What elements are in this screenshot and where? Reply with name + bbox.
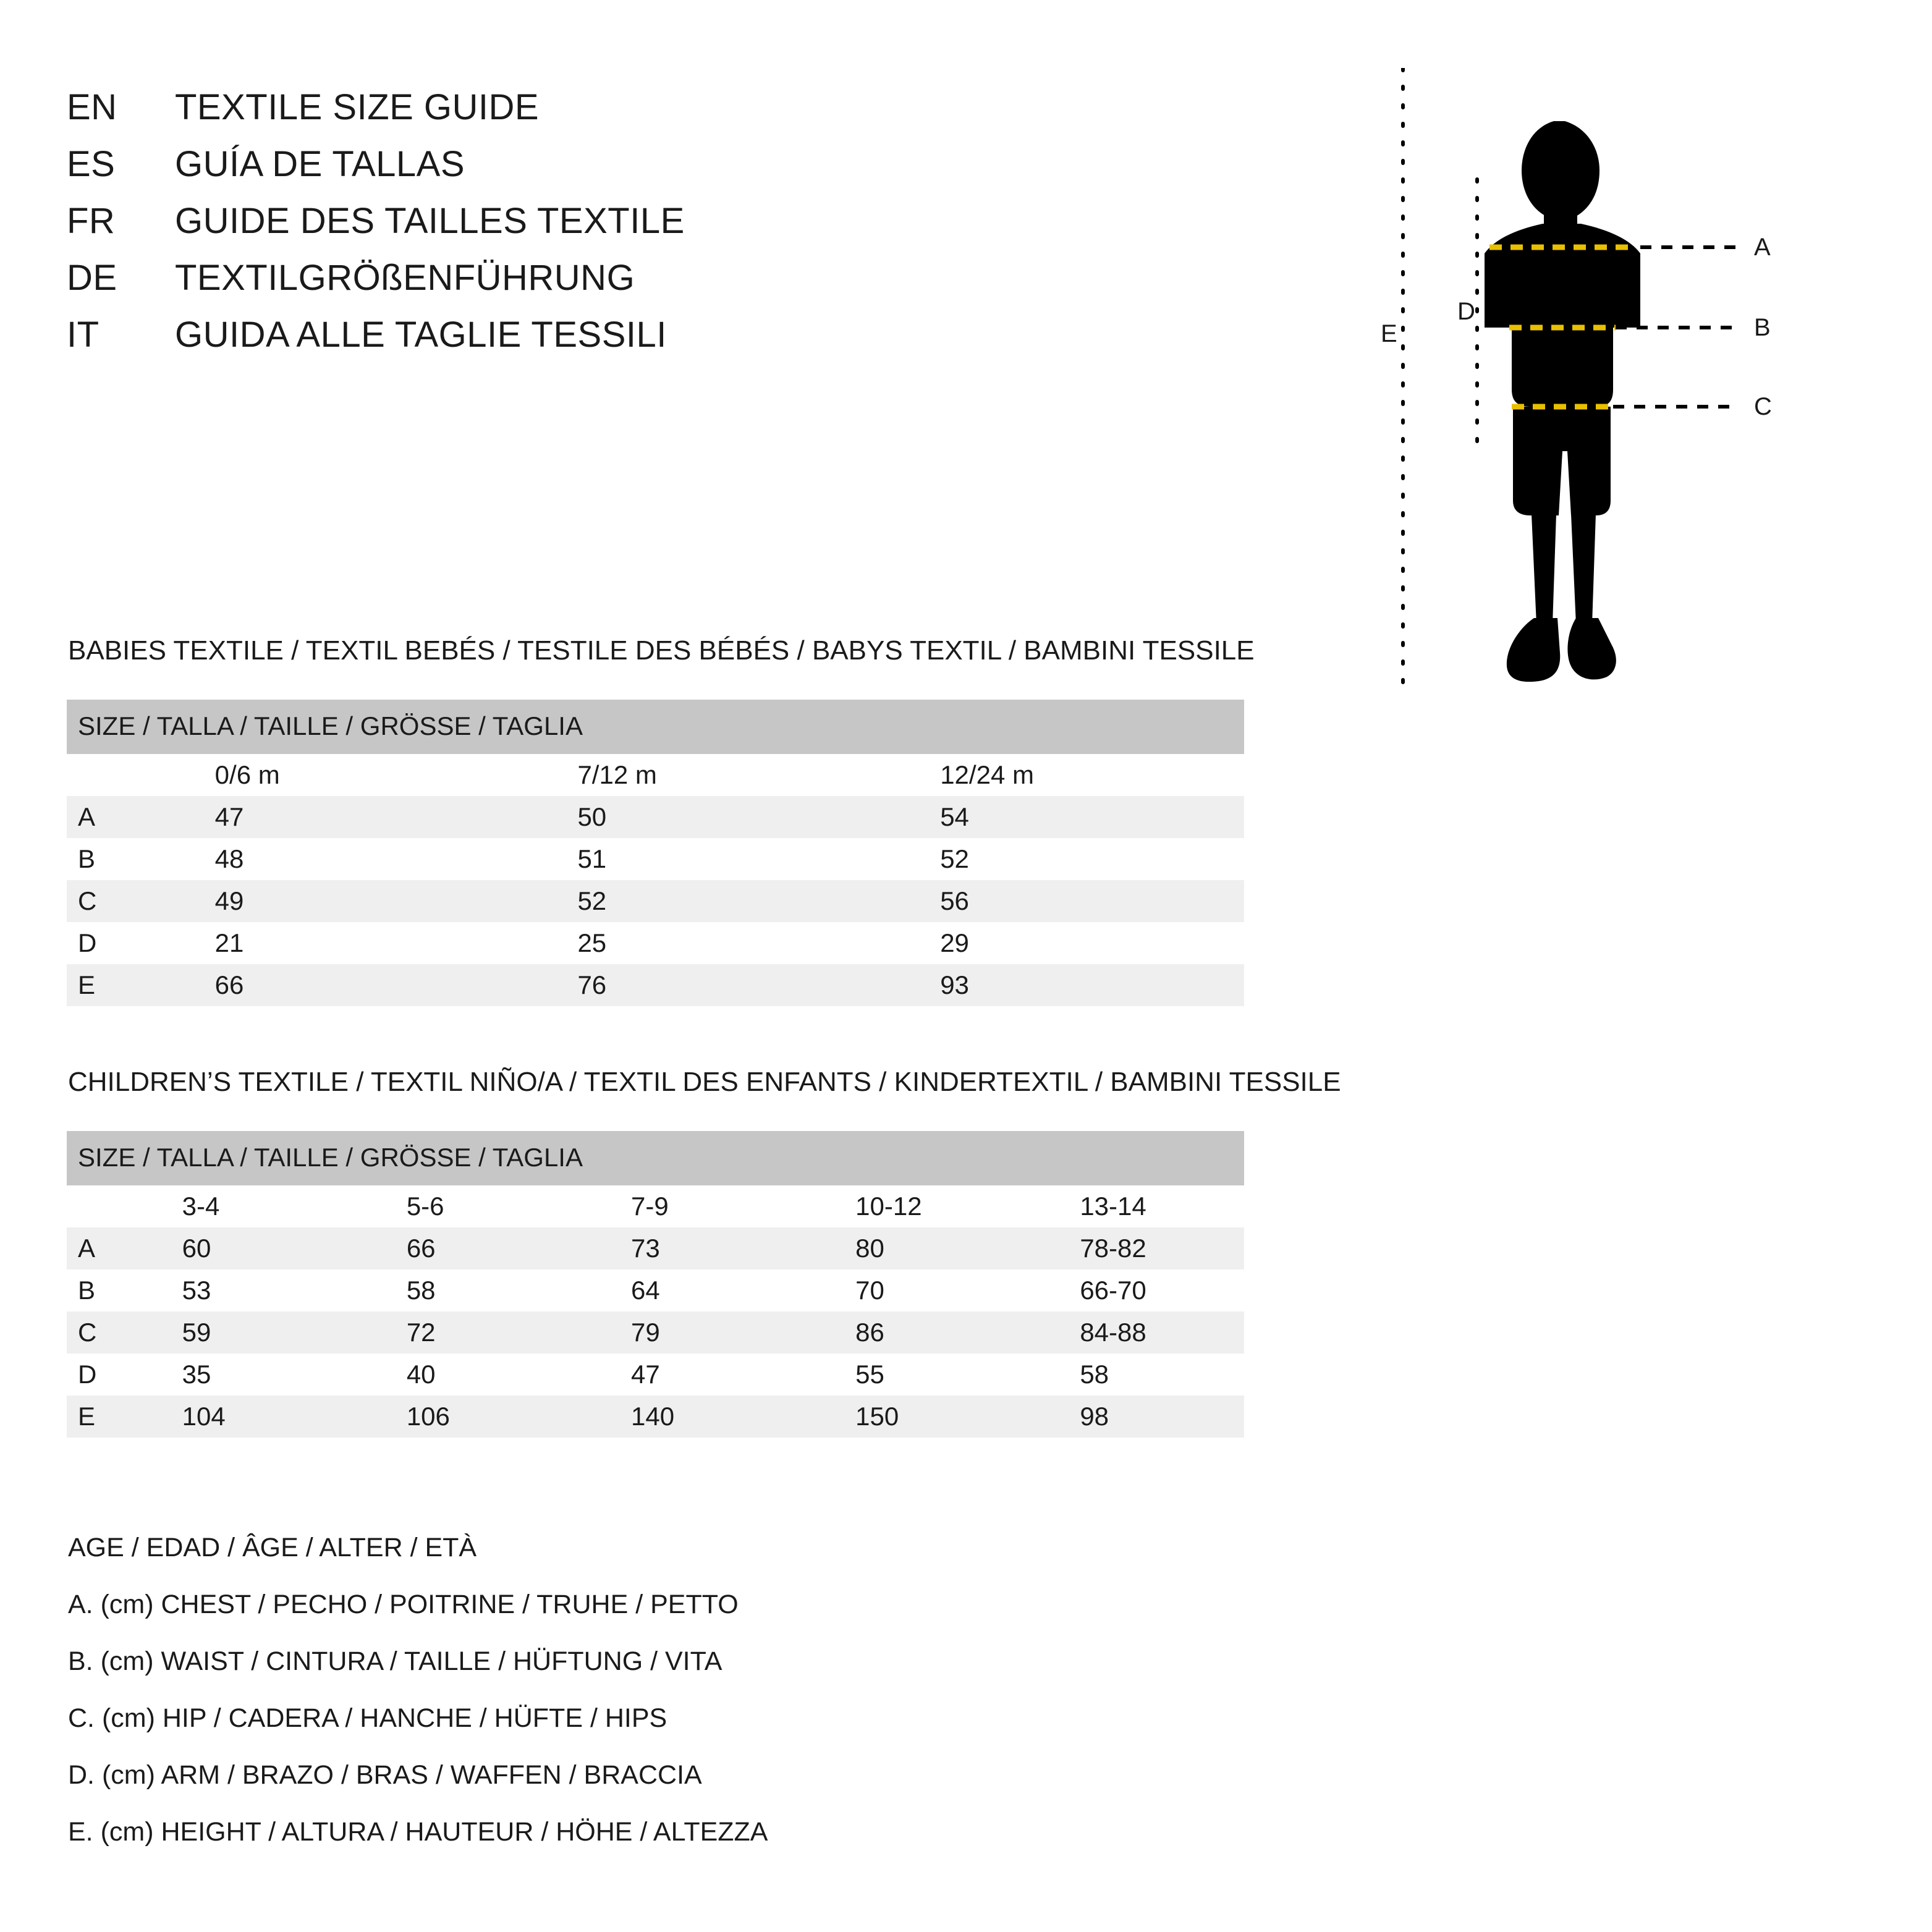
children-d-2: 47: [572, 1354, 797, 1396]
babies-d-0: 21: [156, 922, 519, 964]
children-col-1: 5-6: [348, 1185, 572, 1227]
children-c-3: 86: [797, 1311, 1021, 1354]
babies-row-label-c: C: [67, 880, 156, 922]
children-c-4: 84-88: [1021, 1311, 1244, 1354]
figure-marker-e: E: [1381, 320, 1397, 347]
children-col-0: 3-4: [124, 1185, 348, 1227]
children-section-heading: CHILDREN’S TEXTILE / TEXTIL NIÑO/A / TEXTIL DES ENFANTS / KINDERTEXTIL / BAMBINI TESSILE: [68, 1067, 1341, 1097]
children-row-label-a: A: [67, 1227, 124, 1269]
children-b-1: 58: [348, 1269, 572, 1311]
children-e-0: 104: [124, 1396, 348, 1438]
children-col-2: 7-9: [572, 1185, 797, 1227]
legend-line-waist: B. (cm) WAIST / CINTURA / TAILLE / HÜFTUNG / VITA: [68, 1646, 722, 1676]
title-lang-it: IT: [67, 315, 100, 355]
legend-line-height: E. (cm) HEIGHT / ALTURA / HAUTEUR / HÖHE / ALTEZZA: [68, 1817, 768, 1847]
babies-band-label: SIZE / TALLA / TAILLE / GRÖSSE / TAGLIA: [67, 700, 1244, 754]
title-block: [67, 87, 870, 371]
legend-block: [68, 1533, 1119, 1874]
table-band-row: [67, 1131, 1244, 1185]
table-band-row: [67, 700, 1244, 754]
children-c-1: 72: [348, 1311, 572, 1354]
babies-a-1: 50: [519, 796, 881, 838]
babies-e-2: 93: [881, 964, 1244, 1006]
table-row: [67, 1227, 1244, 1269]
children-col-3: 10-12: [797, 1185, 1021, 1227]
title-text-en: TEXTILE SIZE GUIDE: [175, 87, 540, 127]
table-row: [67, 922, 1244, 964]
empty-corner-cell: [67, 754, 156, 796]
children-row-label-d: D: [67, 1354, 124, 1396]
children-e-1: 106: [348, 1396, 572, 1438]
babies-row-label-d: D: [67, 922, 156, 964]
legend-line-arm: D. (cm) ARM / BRAZO / BRAS / WAFFEN / BRACCIA: [68, 1760, 702, 1790]
children-e-4: 98: [1021, 1396, 1244, 1438]
figure-marker-c: C: [1754, 393, 1772, 420]
babies-a-2: 54: [881, 796, 1244, 838]
child-silhouette: [1485, 121, 1640, 682]
empty-corner-cell: [67, 1185, 124, 1227]
children-d-3: 55: [797, 1354, 1021, 1396]
title-text-es: GUÍA DE TALLAS: [175, 144, 465, 184]
babies-c-2: 56: [881, 880, 1244, 922]
title-text-de: TEXTILGRÖßENFÜHRUNG: [175, 258, 635, 298]
title-row-fr: [67, 200, 870, 257]
babies-col-1: 7/12 m: [519, 754, 881, 796]
babies-c-0: 49: [156, 880, 519, 922]
children-a-1: 66: [348, 1227, 572, 1269]
table-row: [67, 1396, 1244, 1438]
table-row: [67, 964, 1244, 1006]
babies-c-1: 52: [519, 880, 881, 922]
table-row: [67, 880, 1244, 922]
children-b-2: 64: [572, 1269, 797, 1311]
title-lang-es: ES: [67, 144, 116, 184]
babies-d-1: 25: [519, 922, 881, 964]
children-a-4: 78-82: [1021, 1227, 1244, 1269]
babies-b-2: 52: [881, 838, 1244, 880]
children-c-2: 79: [572, 1311, 797, 1354]
legend-line-hip: C. (cm) HIP / CADERA / HANCHE / HÜFTE / HIPS: [68, 1703, 667, 1733]
children-e-3: 150: [797, 1396, 1021, 1438]
babies-d-2: 29: [881, 922, 1244, 964]
children-a-0: 60: [124, 1227, 348, 1269]
table-row: [67, 1311, 1244, 1354]
babies-row-label-e: E: [67, 964, 156, 1006]
table-row: [67, 838, 1244, 880]
title-lang-fr: FR: [67, 201, 116, 241]
children-e-2: 140: [572, 1396, 797, 1438]
children-row-label-e: E: [67, 1396, 124, 1438]
babies-column-header-row: [67, 754, 1244, 796]
children-column-header-row: [67, 1185, 1244, 1227]
babies-e-1: 76: [519, 964, 881, 1006]
title-text-it: GUIDA ALLE TAGLIE TESSILI: [175, 315, 667, 355]
title-lang-de: DE: [67, 258, 117, 298]
title-row-es: [67, 143, 870, 200]
children-d-0: 35: [124, 1354, 348, 1396]
children-col-4: 13-14: [1021, 1185, 1244, 1227]
children-d-1: 40: [348, 1354, 572, 1396]
babies-size-table: [67, 700, 1244, 1006]
title-lang-en: EN: [67, 87, 117, 127]
children-c-0: 59: [124, 1311, 348, 1354]
table-row: [67, 796, 1244, 838]
figure-marker-d: D: [1457, 298, 1475, 325]
babies-e-0: 66: [156, 964, 519, 1006]
figure-marker-a: A: [1754, 234, 1771, 261]
children-row-label-b: B: [67, 1269, 124, 1311]
children-band-label: SIZE / TALLA / TAILLE / GRÖSSE / TAGLIA: [67, 1131, 1244, 1185]
children-b-3: 70: [797, 1269, 1021, 1311]
babies-row-label-a: A: [67, 796, 156, 838]
babies-col-2: 12/24 m: [881, 754, 1244, 796]
babies-a-0: 47: [156, 796, 519, 838]
babies-b-0: 48: [156, 838, 519, 880]
title-row-de: [67, 257, 870, 314]
table-row: [67, 1269, 1244, 1311]
measurement-figure: [1381, 68, 1885, 748]
children-row-label-c: C: [67, 1311, 124, 1354]
table-row: [67, 1354, 1244, 1396]
legend-line-chest: A. (cm) CHEST / PECHO / POITRINE / TRUHE / PETTO: [68, 1590, 739, 1619]
children-b-0: 53: [124, 1269, 348, 1311]
legend-line-age: AGE / EDAD / ÂGE / ALTER / ETÀ: [68, 1533, 477, 1562]
children-a-2: 73: [572, 1227, 797, 1269]
children-b-4: 66-70: [1021, 1269, 1244, 1311]
title-text-fr: GUIDE DES TAILLES TEXTILE: [175, 201, 685, 241]
children-size-table: [67, 1131, 1244, 1438]
babies-section-heading: BABIES TEXTILE / TEXTIL BEBÉS / TESTILE DES BÉBÉS / BABYS TEXTIL / BAMBINI TESSILE: [68, 635, 1255, 666]
children-a-3: 80: [797, 1227, 1021, 1269]
children-d-4: 58: [1021, 1354, 1244, 1396]
title-row-en: [67, 87, 870, 143]
title-row-it: [67, 314, 870, 371]
babies-col-0: 0/6 m: [156, 754, 519, 796]
babies-b-1: 51: [519, 838, 881, 880]
figure-marker-b: B: [1754, 314, 1771, 341]
babies-row-label-b: B: [67, 838, 156, 880]
